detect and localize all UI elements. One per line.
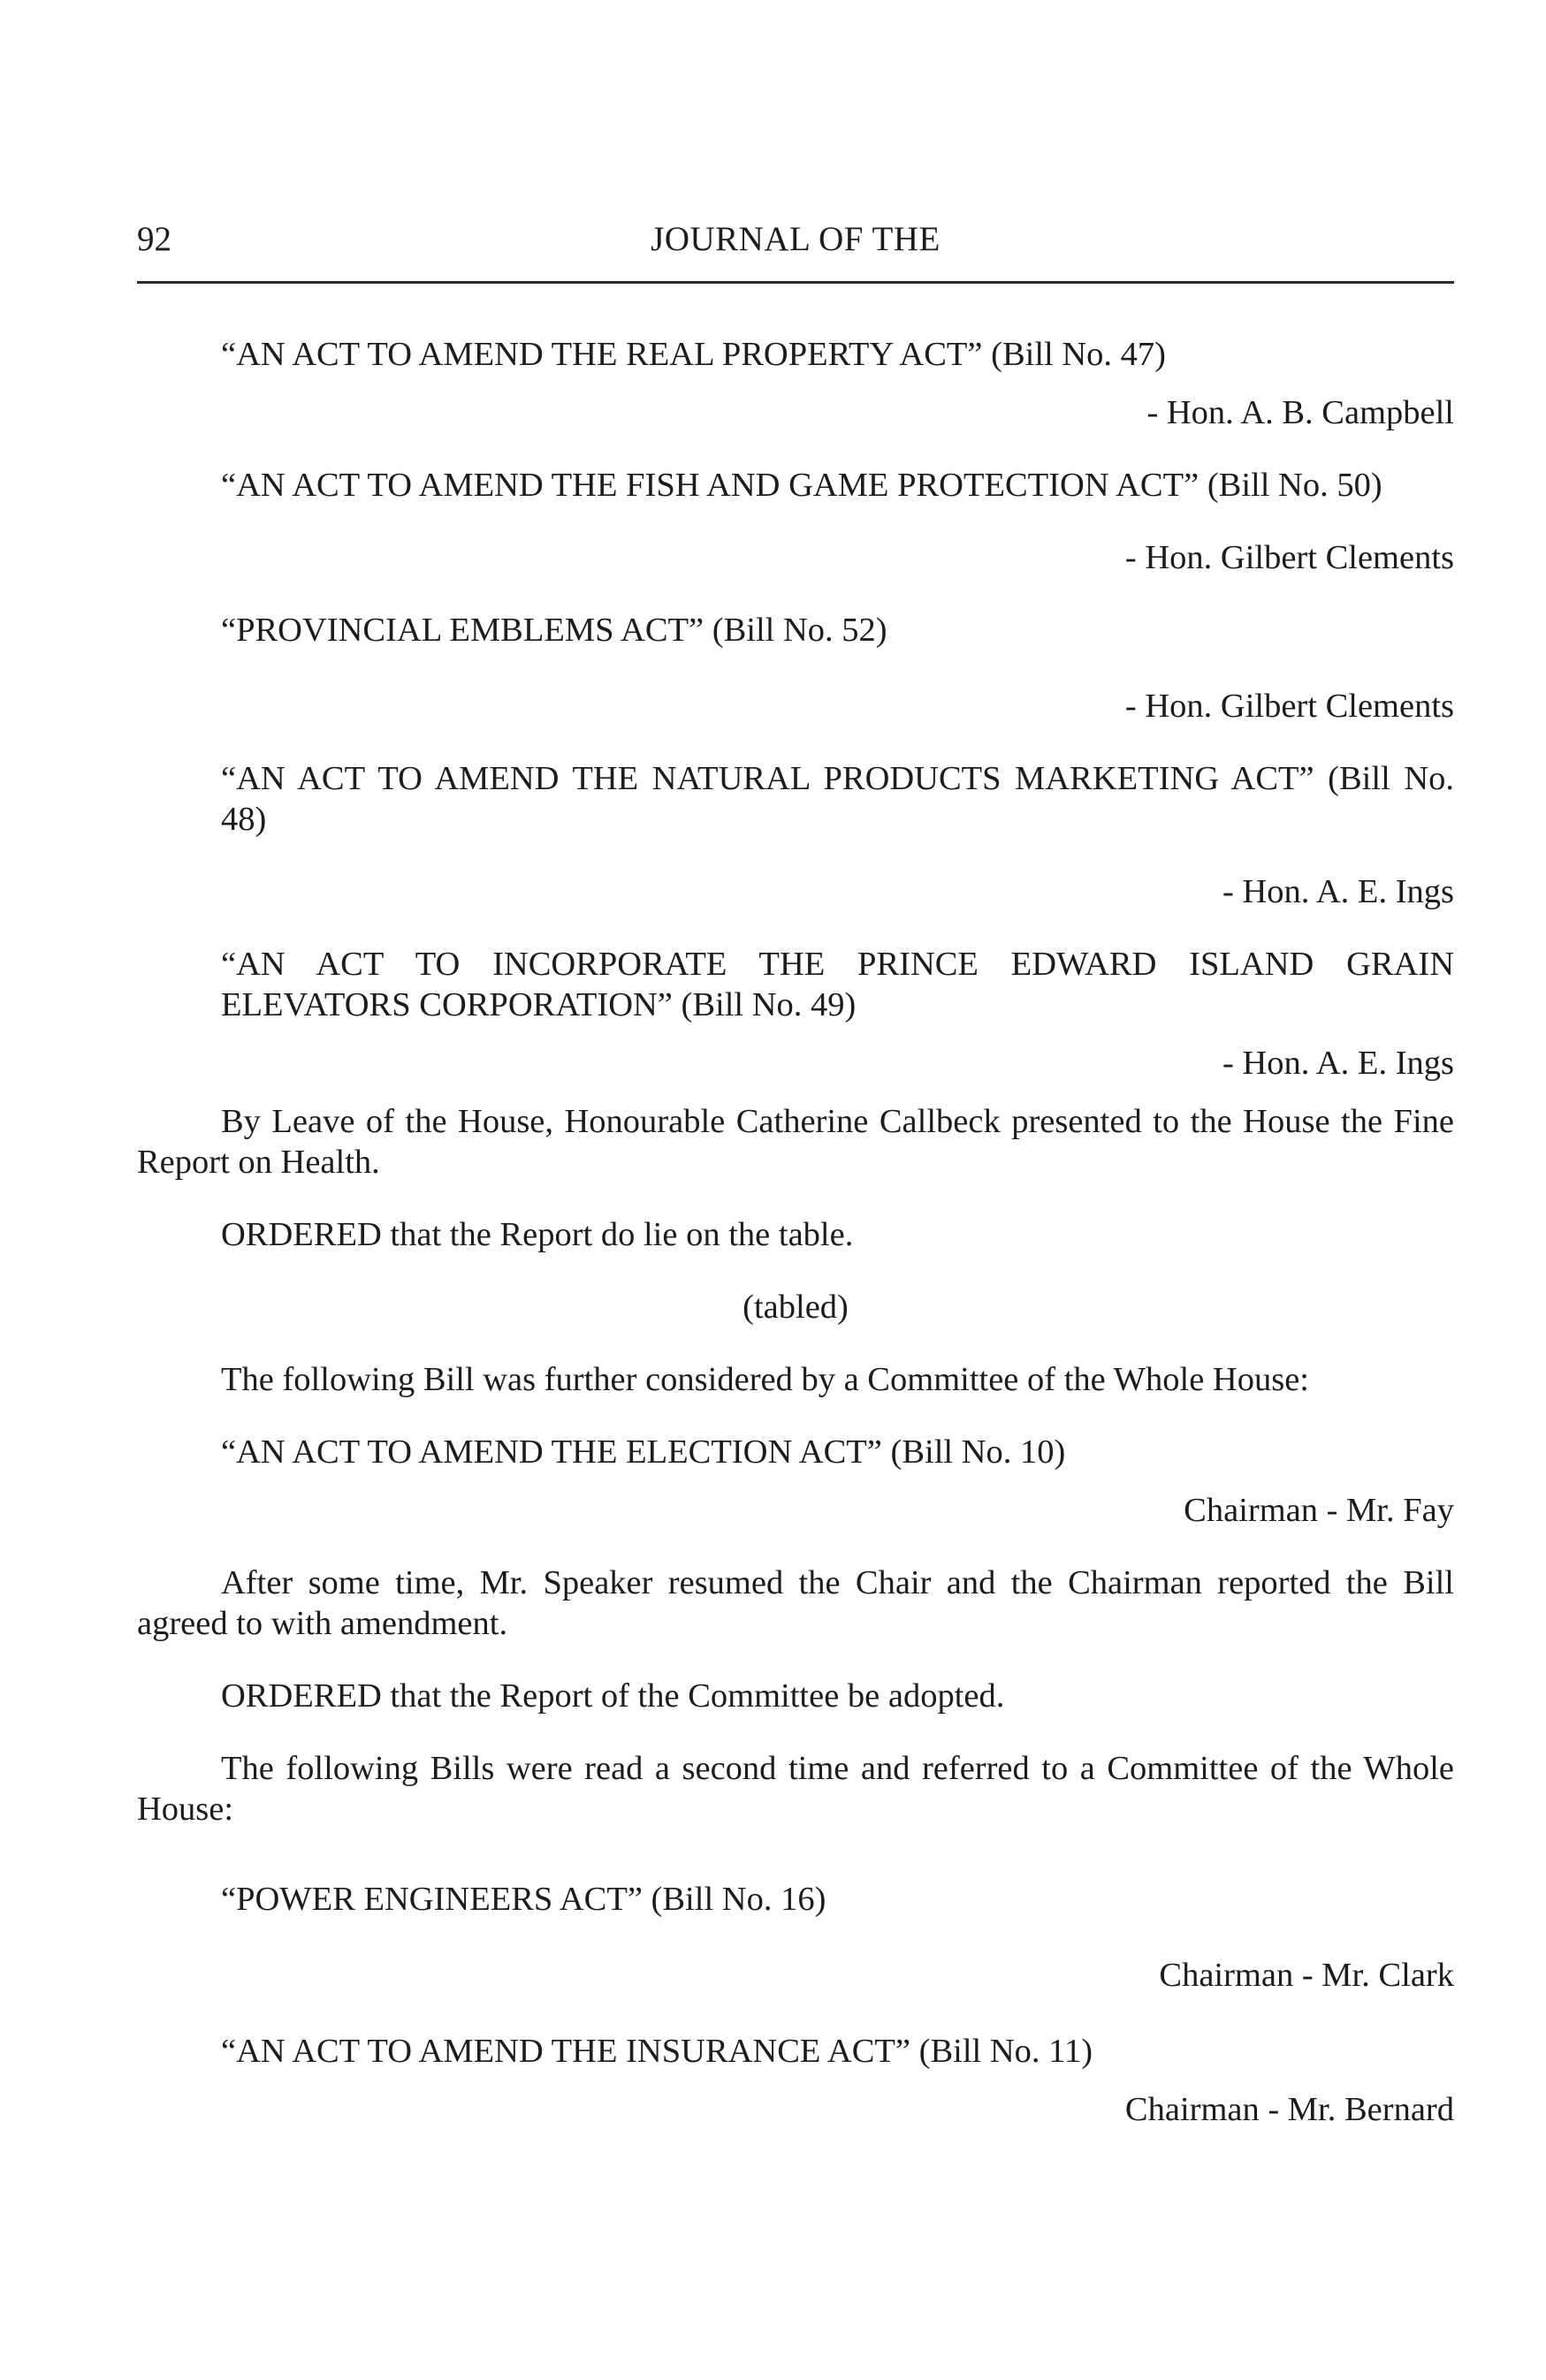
bill-chairman: Chairman - Mr. Clark [1159, 1957, 1454, 1994]
header-rule [137, 281, 1454, 284]
bill-chairman: Chairman - Mr. Bernard [1124, 2091, 1454, 2128]
bill-chairman: Chairman - Mr. Fay [1184, 1492, 1454, 1529]
bill-title: “AN ACT TO INCORPORATE THE PRINCE EDWARD ISLAND GRAIN ELEVATORS CORPORATION” (Bill No. 49) [221, 946, 1454, 1023]
ordered-committee-paragraph: ORDERED that the Report of the Committee be adopted. [221, 1677, 1005, 1715]
bill-mover: - Hon. Gilbert Clements [1124, 688, 1454, 725]
bill-title: “AN ACT TO AMEND THE NATURAL PRODUCTS MARKETING ACT” (Bill No. 48) [221, 760, 1454, 838]
bill-title: “AN ACT TO AMEND THE ELECTION ACT” (Bill No. 10) [221, 1433, 1066, 1471]
leave-paragraph: By Leave of the House, Honourable Catherine Callbeck presented to the House the Fine Report on Health. [137, 1103, 1454, 1181]
bill-mover: - Hon. A. E. Ings [1222, 873, 1454, 910]
journal-body [137, 334, 1454, 2130]
second-reading-paragraph: The following Bills were read a second time and referred to a Committee of the Whole House: [137, 1750, 1454, 1828]
journal-title: JOURNAL OF THE [651, 220, 941, 258]
bill-mover: - Hon. A. B. Campbell [1146, 394, 1454, 431]
further-considered-paragraph: The following Bill was further considered by a Committee of the Whole House: [221, 1361, 1310, 1398]
page-number: 92 [137, 220, 171, 258]
bill-mover: - Hon. A. E. Ings [1222, 1045, 1454, 1082]
bill-title: “POWER ENGINEERS ACT” (Bill No. 16) [221, 1881, 826, 1918]
bill-title: “PROVINCIAL EMBLEMS ACT” (Bill No. 52) [221, 612, 887, 649]
bill-title: “AN ACT TO AMEND THE REAL PROPERTY ACT” (Bill No. 47) [221, 336, 1166, 373]
bill-title: “AN ACT TO AMEND THE INSURANCE ACT” (Bill No. 11) [221, 2033, 1093, 2070]
after-time-paragraph: After some time, Mr. Speaker resumed the Chair and the Chairman reported the Bill agreed to with amendment. [137, 1564, 1454, 1642]
bill-title: “AN ACT TO AMEND THE FISH AND GAME PROTECTION ACT” (Bill No. 50) [221, 467, 1382, 504]
bill-mover: - Hon. Gilbert Clements [1124, 539, 1454, 576]
ordered-report-paragraph: ORDERED that the Report do lie on the table. [221, 1216, 854, 1253]
page-header [137, 219, 1454, 281]
tabled-note: (tabled) [743, 1289, 849, 1326]
